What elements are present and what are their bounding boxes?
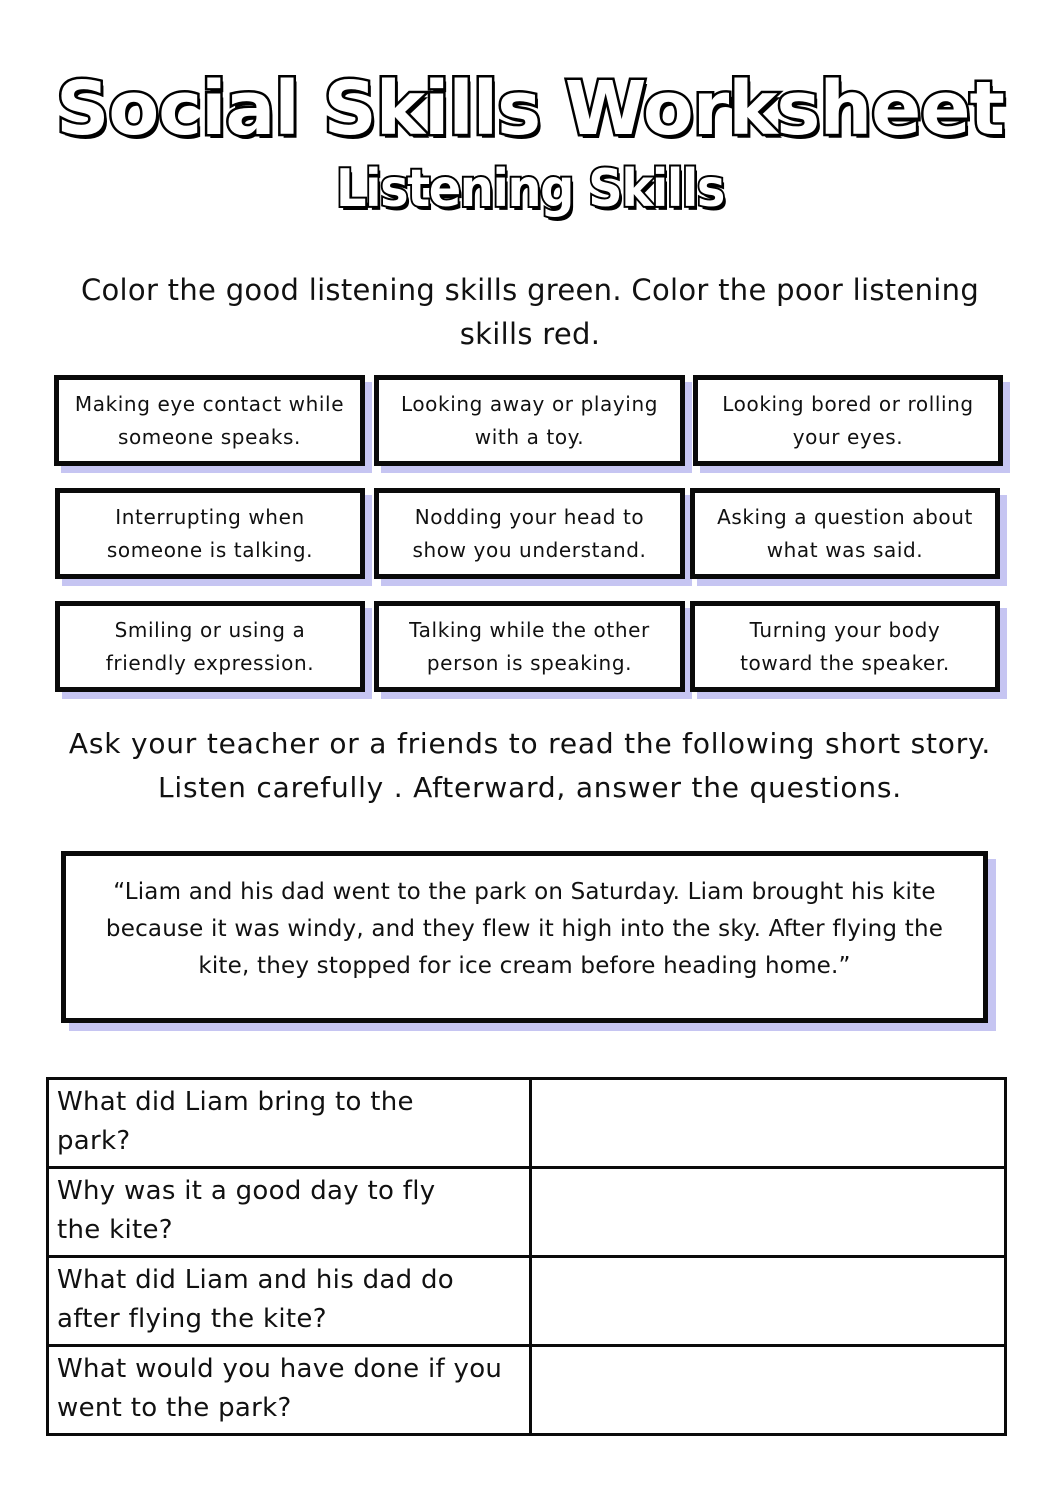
answer-cell[interactable] [530, 1257, 1005, 1346]
skill-card-eye-contact[interactable] [54, 375, 365, 466]
skill-card-text-line1: Turning your body [749, 617, 941, 642]
question-cell [48, 1257, 531, 1346]
skill-card-text-line1: Making eye contact while [74, 391, 345, 416]
answer-input-1[interactable] [532, 1082, 1004, 1165]
skill-card-text-line2: with a toy. [474, 424, 585, 449]
skill-card-text-line1: Nodding your head to [414, 504, 645, 529]
skill-card-text-line2: toward the speaker. [740, 650, 950, 675]
answer-input-3[interactable] [532, 1260, 1004, 1343]
worksheet-title: Social Skills Worksheet [56, 66, 1004, 152]
table-row [48, 1079, 1006, 1168]
skill-card-text-line2: someone is talking. [106, 537, 314, 562]
skill-card-looking-away[interactable] [374, 375, 685, 466]
answer-cell[interactable] [530, 1168, 1005, 1257]
question-text-line2: went to the park? [57, 1393, 292, 1423]
table-row [48, 1257, 1006, 1346]
answer-cell[interactable] [530, 1346, 1005, 1435]
question-answer-table [46, 1077, 1007, 1436]
question-cell [48, 1079, 531, 1168]
skill-card-text-line1: Smiling or using a [114, 617, 306, 642]
table-row [48, 1346, 1006, 1435]
question-text-line1: Why was it a good day to fly [57, 1176, 436, 1206]
skill-card-asking-question[interactable] [690, 488, 1000, 579]
question-text-line1: What would you have done if you [57, 1354, 503, 1384]
question-text-line1: What did Liam and his dad do [57, 1265, 455, 1295]
skill-card-nodding[interactable] [374, 488, 685, 579]
skill-card-text-line1: Asking a question about [717, 504, 973, 529]
answer-input-2[interactable] [532, 1171, 1004, 1254]
question-text-line2: park? [57, 1126, 131, 1156]
skill-card-text-line2: friendly expression. [105, 650, 315, 675]
question-cell [48, 1346, 531, 1435]
skill-card-text-line2: person is speaking. [426, 650, 633, 675]
table-row [48, 1168, 1006, 1257]
skill-card-text-line2: what was said. [766, 537, 924, 562]
story-text: “Liam and his dad went to the park on Saturday. Liam brought his kite because it was windy, and they flew it high into the sky. After flying the kite, they stopped for ice cream before heading home.” [105, 878, 944, 979]
skill-card-text-line2: someone speaks. [117, 424, 302, 449]
skill-card-text-line2: show you understand. [412, 537, 647, 562]
skill-card-smiling[interactable] [55, 601, 365, 692]
skill-card-text-line2: your eyes. [792, 424, 904, 449]
story-instructions: Ask your teacher or a friends to read the following short story. Listen carefully . Afterward, answer the questions. [68, 727, 992, 804]
skill-card-interrupting[interactable] [55, 488, 365, 579]
question-text-line2: after flying the kite? [57, 1304, 327, 1334]
question-text-line2: the kite? [57, 1215, 173, 1245]
skill-card-text-line1: Looking bored or rolling [722, 391, 974, 416]
answer-input-4[interactable] [532, 1349, 1004, 1432]
worksheet-subtitle: Listening Skills [336, 159, 724, 219]
skill-card-talking-over[interactable] [374, 601, 685, 692]
skill-card-text-line1: Looking away or playing [400, 391, 659, 416]
question-cell [48, 1168, 531, 1257]
story-box [61, 851, 988, 1023]
skill-card-turning-body[interactable] [690, 601, 1000, 692]
skill-card-text-line1: Interrupting when [115, 504, 305, 529]
answer-cell[interactable] [530, 1079, 1005, 1168]
coloring-instructions: Color the good listening skills green. Color the poor listening skills red. [80, 273, 980, 351]
skill-card-looking-bored[interactable] [693, 375, 1003, 466]
question-text-line1: What did Liam bring to the [57, 1087, 414, 1117]
skill-card-text-line1: Talking while the other [409, 617, 650, 642]
